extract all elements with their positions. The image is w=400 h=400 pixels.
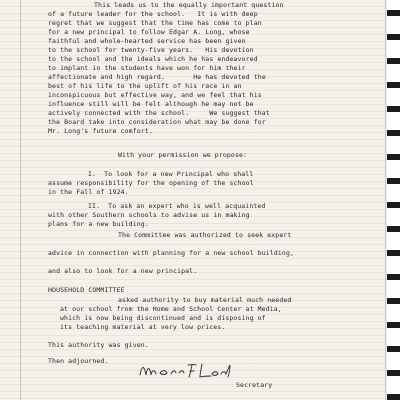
household-line: which is now being discontinued and is disposing of (60, 314, 266, 322)
authority-given: This authority was given. (48, 341, 149, 349)
household-line: its teaching material at very low prices. (60, 323, 226, 331)
para1-line: of a future leader for the school. It is with deep (48, 10, 258, 18)
handwritten-signature (138, 361, 234, 381)
household-heading: HOUSEHOLD COMMITTEE (48, 286, 125, 294)
para1-line: the Board take into consideration what may be done for (48, 118, 266, 126)
para1-line: Mr. Long's future comfort. (48, 127, 153, 135)
proposal-line: with other Southern schools to advise us in making (48, 211, 250, 219)
para1-line: best of his life to the uplift of his race in an (48, 82, 242, 90)
left-margin-line (20, 0, 21, 400)
binding-edge (387, 0, 400, 400)
para1-line: inconspicuous but effective way, and we feel that his (48, 91, 262, 99)
para1-line: regret that we suggest that the time has come to plan (48, 19, 262, 27)
right-margin-line (385, 0, 386, 400)
propose-intro: With your permission we propose: (118, 151, 248, 159)
proposal-line: I. To look for a new Principal who shall (88, 170, 254, 178)
proposal-line: in the Fall of 1924. (48, 188, 129, 196)
household-line: asked authority to buy material much needed (118, 296, 292, 304)
para1-line: to the school and the ideals which he has endeavored (48, 55, 258, 63)
proposal-line: plans for a new building. (48, 220, 149, 228)
para1-line: actively connected with the school. We suggest that (48, 109, 270, 117)
para1-line: to the school for twenty-five years. His devotion (48, 46, 254, 54)
proposal-line: assume responsibility for the opening of the school (48, 179, 254, 187)
para1-line: influence still will be felt although he may not be (48, 100, 254, 108)
household-line: at our school from the Home and School Center at Media, (60, 305, 282, 313)
secretary-label: Secretary (236, 381, 273, 389)
committee-line: and also to look for a new principal. (48, 267, 198, 275)
proposal-line: II. To ask an expert who is well acquainted (88, 202, 266, 210)
adjourned-text: Then adjourned. (48, 357, 109, 365)
para1-line: This leads us to the equally important question (94, 1, 284, 9)
para1-line: for a new principal to follow Edgar A. Long, whose (48, 28, 250, 36)
committee-line: advice in connection with planning for a new school building, (48, 249, 295, 257)
para1-line: faithful and whole-hearted service has been given (48, 37, 246, 45)
para1-line: affectionate and high regard. He has devoted the (48, 73, 266, 81)
committee-line: The Committee was authorized to seek expert (118, 231, 292, 239)
para1-line: to implant in the students have won for him their (48, 64, 246, 72)
